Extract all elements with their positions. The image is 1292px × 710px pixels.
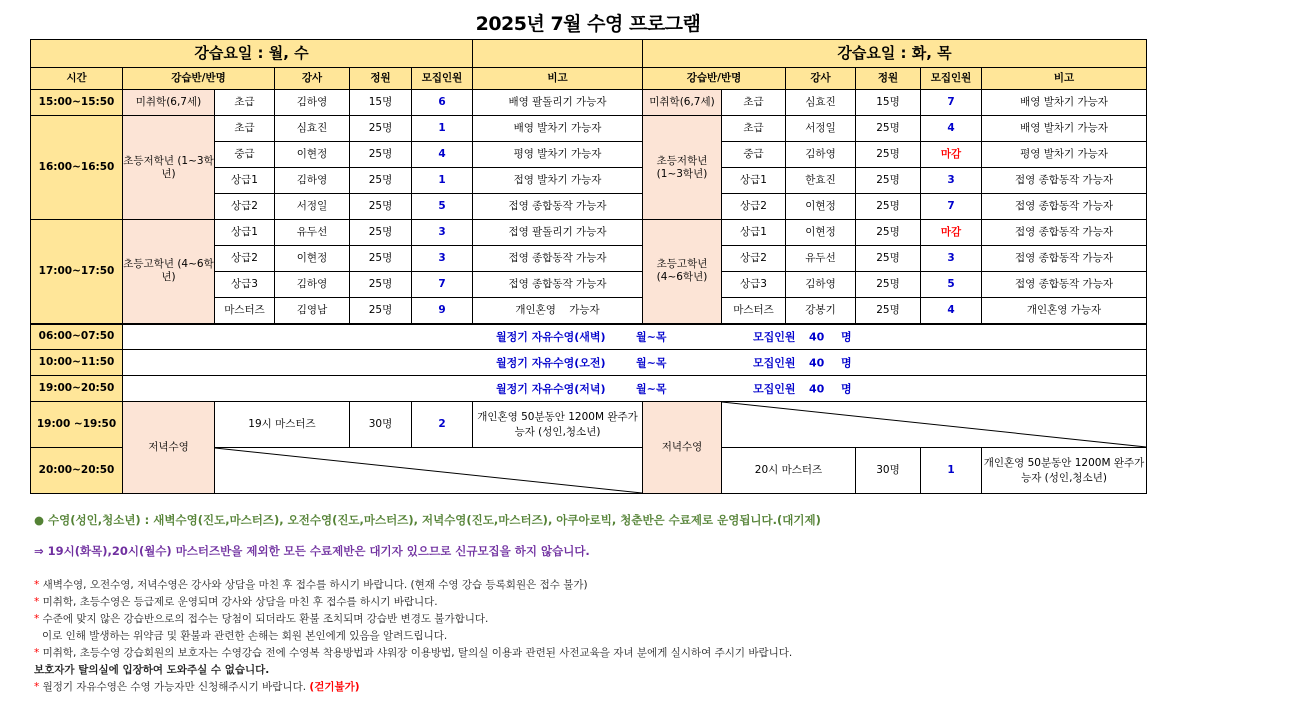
teacher-cell: 서정일 — [275, 194, 350, 220]
note-cell: 접영 종합동작 가능자 — [982, 194, 1147, 220]
time-cell: 17:00~17:50 — [31, 220, 123, 324]
note-cell: 접영 종합동작 가능자 — [473, 194, 643, 220]
note-cell: 접영 종합동작 가능자 — [982, 246, 1147, 272]
level-cell: 초급 — [722, 90, 786, 116]
note-cell: 접영 종합동작 가능자 — [982, 220, 1147, 246]
free-swim-unit: 명 — [841, 356, 852, 369]
recruit-cell: 1 — [921, 448, 982, 494]
teacher-cell: 김하영 — [275, 90, 350, 116]
teacher-cell: 유두선 — [786, 246, 856, 272]
time-cell: 16:00~16:50 — [31, 116, 123, 220]
free-swim-row — [31, 376, 1147, 402]
time-cell: 10:00~11:50 — [31, 350, 123, 376]
col-header-teacher: 강사 — [275, 68, 350, 90]
empty-diagonal-cell — [722, 402, 1147, 448]
teacher-cell: 유두선 — [275, 220, 350, 246]
group-cell: 초등고학년 (4~6학년) — [643, 220, 722, 324]
level-cell: 상급1 — [722, 220, 786, 246]
teacher-cell: 이현정 — [275, 246, 350, 272]
masters-name-cell: 20시 마스터즈 — [722, 448, 856, 494]
capacity-cell: 25명 — [350, 116, 412, 142]
group-cell: 초등저학년 (1~3학년) — [643, 116, 722, 220]
col-header-note: 비고 — [982, 68, 1147, 90]
time-cell: 06:00~07:50 — [31, 324, 123, 350]
note-cell: 개인혼영 50분동안 1200M 완주가능자 (성인,청소년) — [473, 402, 643, 448]
note-item: * 미취학, 초등수영 강습회원의 보호자는 수영강습 전에 수영복 착용방법과 샤워장 이용방법, 탈의실 이용과 관련된 사전교육을 자녀 분에게 실시하여 주시기 바랍니다. — [34, 647, 793, 659]
recruit-cell: 5 — [412, 194, 473, 220]
teacher-cell: 심효진 — [786, 90, 856, 116]
note-item: 보호자가 탈의실에 입장하여 도와주실 수 없습니다. — [34, 664, 270, 676]
note-cell: 접영 종합동작 가능자 — [982, 168, 1147, 194]
recruit-cell: 6 — [412, 90, 473, 116]
note-cell: 배영 발차기 가능자 — [473, 116, 643, 142]
free-swim-label: 모집인원 — [753, 330, 796, 344]
days-left-header: 강습요일 : 월, 수 — [31, 40, 473, 68]
recruit-cell: 7 — [921, 90, 982, 116]
bullet-star-icon: * — [34, 613, 40, 625]
col-header-capacity: 정원 — [350, 68, 412, 90]
note-item: * 새벽수영, 오전수영, 저녁수영은 강사와 상담을 마친 후 접수를 하시기 바랍니다. (현재 수영 강습 등록회원은 접수 불가) — [34, 579, 588, 591]
capacity-cell: 25명 — [350, 194, 412, 220]
recruit-cell: 3 — [921, 246, 982, 272]
level-cell: 상급3 — [722, 272, 786, 298]
note-item: * 미취학, 초등수영은 등급제로 운영되며 강사와 상담을 마친 후 접수를 하시기 바랍니다. — [34, 596, 438, 608]
time-cell: 15:00~15:50 — [31, 90, 123, 116]
recruit-cell: 1 — [412, 168, 473, 194]
free-swim-count: 40 — [809, 330, 825, 344]
note-cell: 배영 발차기 가능자 — [982, 116, 1147, 142]
free-swim-name: 월정기 자유수영(저녁) — [496, 382, 606, 395]
free-swim-unit: 명 — [841, 382, 852, 395]
teacher-cell: 김하영 — [786, 272, 856, 298]
bullet-star-icon: * — [34, 681, 40, 693]
teacher-cell: 심효진 — [275, 116, 350, 142]
level-cell: 상급2 — [215, 194, 275, 220]
free-swim-cell — [123, 350, 1147, 376]
note-cell: 접영 종합동작 가능자 — [473, 246, 643, 272]
level-cell: 초급 — [215, 116, 275, 142]
teacher-cell: 이현정 — [786, 220, 856, 246]
free-swim-count: 40 — [809, 382, 825, 395]
group-cell: 저녁수영 — [123, 402, 215, 494]
free-swim-label: 모집인원 — [753, 356, 796, 369]
teacher-cell: 이현정 — [275, 142, 350, 168]
table-row — [31, 116, 1147, 142]
teacher-cell: 강봉기 — [786, 298, 856, 324]
level-cell: 상급1 — [215, 168, 275, 194]
note-cell: 배영 발차기 가능자 — [982, 90, 1147, 116]
teacher-cell: 서정일 — [786, 116, 856, 142]
teacher-cell: 김영남 — [275, 298, 350, 324]
col-header-time: 시간 — [31, 68, 123, 90]
capacity-cell: 30명 — [350, 402, 412, 448]
recruit-cell: 3 — [412, 246, 473, 272]
recruit-cell: 2 — [412, 402, 473, 448]
capacity-cell: 25명 — [856, 220, 921, 246]
free-swim-name: 월정기 자유수영(새벽) — [496, 330, 606, 344]
col-header-note: 비고 — [473, 68, 643, 90]
teacher-cell: 김하영 — [275, 272, 350, 298]
level-cell: 상급1 — [215, 220, 275, 246]
recruit-cell: 3 — [921, 168, 982, 194]
level-cell: 마스터즈 — [215, 298, 275, 324]
bullet-star-icon: * — [34, 647, 40, 659]
note-cell: 평영 발차기 가능자 — [473, 142, 643, 168]
free-swim-days: 월~목 — [636, 382, 667, 395]
capacity-cell: 15명 — [350, 90, 412, 116]
time-cell: 19:00 ~19:50 — [31, 402, 123, 448]
col-header-class: 강습반/반명 — [123, 68, 275, 90]
recruit-cell: 4 — [412, 142, 473, 168]
level-cell: 중급 — [215, 142, 275, 168]
teacher-cell: 김하영 — [275, 168, 350, 194]
free-swim-cell — [123, 376, 1147, 402]
recruit-cell: 4 — [921, 298, 982, 324]
level-cell: 상급3 — [215, 272, 275, 298]
capacity-cell: 25명 — [856, 272, 921, 298]
capacity-cell: 25명 — [350, 168, 412, 194]
note-cell: 평영 발차기 가능자 — [982, 142, 1147, 168]
capacity-cell: 25명 — [350, 220, 412, 246]
table-row — [31, 402, 1147, 448]
level-cell: 중급 — [722, 142, 786, 168]
masters-name-cell: 19시 마스터즈 — [215, 402, 350, 448]
recruit-cell: 9 — [412, 298, 473, 324]
capacity-cell: 25명 — [856, 298, 921, 324]
col-header-recruit: 모집인원 — [921, 68, 982, 90]
free-swim-unit: 명 — [841, 330, 852, 344]
col-header-capacity: 정원 — [856, 68, 921, 90]
recruit-cell: 7 — [412, 272, 473, 298]
capacity-cell: 25명 — [350, 142, 412, 168]
recruit-cell: 1 — [412, 116, 473, 142]
free-swim-days: 월~목 — [636, 356, 667, 369]
note-cell: 접영 종합동작 가능자 — [982, 272, 1147, 298]
note-cell: 배영 팔돌리기 가능자 — [473, 90, 643, 116]
note-cell: 개인혼영 가능자 — [473, 298, 643, 324]
group-cell: 저녁수영 — [643, 402, 722, 494]
recruit-cell: 마감 — [921, 142, 982, 168]
level-cell: 상급2 — [722, 246, 786, 272]
group-cell: 초등저학년 (1~3학년) — [123, 116, 215, 220]
note-cell: 개인혼영 가능자 — [982, 298, 1147, 324]
recruit-cell: 7 — [921, 194, 982, 220]
note-item: * 수준에 맞지 않은 강습반으로의 접수는 당첨이 되더라도 환불 조치되며 강습반 변경도 불가합니다. — [34, 613, 489, 625]
capacity-cell: 15명 — [856, 90, 921, 116]
capacity-cell: 25명 — [856, 194, 921, 220]
free-swim-name: 월정기 자유수영(오전) — [496, 356, 606, 369]
notes-green-line: ● 수영(성인,청소년) : 새벽수영(진도,마스터즈), 오전수영(진도,마스터즈), 저녁수영(진도,마스터즈), 아쿠아로빅, 청춘반은 수료제로 운영됩니다.(대기제) — [34, 513, 821, 527]
recruit-cell: 마감 — [921, 220, 982, 246]
capacity-cell: 25명 — [856, 246, 921, 272]
time-cell: 19:00~20:50 — [31, 376, 123, 402]
note-item: * 월정기 자유수영은 수영 가능자만 신청해주시기 바랍니다. (걷기불가) — [34, 681, 360, 693]
note-cell: 개인혼영 50분동안 1200M 완주가능자 (성인,청소년) — [982, 448, 1147, 494]
teacher-cell: 이현정 — [786, 194, 856, 220]
table-row — [31, 90, 1147, 116]
group-cell: 미취학(6,7세) — [643, 90, 722, 116]
teacher-cell: 김하영 — [786, 142, 856, 168]
note-cell: 접영 종합동작 가능자 — [473, 272, 643, 298]
capacity-cell: 25명 — [856, 168, 921, 194]
recruit-cell: 4 — [921, 116, 982, 142]
free-swim-cell — [123, 324, 1147, 350]
level-cell: 상급2 — [215, 246, 275, 272]
capacity-cell: 25명 — [350, 246, 412, 272]
time-cell: 20:00~20:50 — [31, 448, 123, 494]
level-cell: 상급2 — [722, 194, 786, 220]
capacity-cell: 25명 — [856, 142, 921, 168]
free-swim-label: 모집인원 — [753, 382, 796, 395]
notes-section — [34, 512, 1234, 696]
empty-diagonal-cell — [215, 448, 643, 494]
level-cell: 마스터즈 — [722, 298, 786, 324]
level-cell: 초급 — [722, 116, 786, 142]
notes-purple-line: ⇒ 19시(화목),20시(월수) 마스터즈반을 제외한 모든 수료제반은 대기자 있으므로 신규모집을 하지 않습니다. — [34, 544, 590, 558]
bullet-star-icon: * — [34, 596, 40, 608]
note-cell: 접영 팔돌리기 가능자 — [473, 220, 643, 246]
note-item: 이로 인해 발생하는 위약금 및 환불과 관련한 손해는 회원 본인에게 있음을 알려드립니다. — [42, 630, 448, 642]
group-cell: 미취학(6,7세) — [123, 90, 215, 116]
capacity-cell: 25명 — [350, 272, 412, 298]
page-title: 2025년 7월 수영 프로그램 — [475, 13, 701, 35]
capacity-cell: 30명 — [856, 448, 921, 494]
schedule-table — [30, 39, 1147, 494]
days-right-header: 강습요일 : 화, 목 — [643, 40, 1147, 68]
free-swim-row — [31, 324, 1147, 350]
teacher-cell: 한효진 — [786, 168, 856, 194]
free-swim-count: 40 — [809, 356, 825, 369]
col-header-teacher: 강사 — [786, 68, 856, 90]
capacity-cell: 25명 — [350, 298, 412, 324]
note-cell: 접영 발차기 가능자 — [473, 168, 643, 194]
free-swim-days: 월~목 — [636, 330, 667, 344]
free-swim-row — [31, 350, 1147, 376]
col-header-recruit: 모집인원 — [412, 68, 473, 90]
level-cell: 상급1 — [722, 168, 786, 194]
bullet-star-icon: * — [34, 579, 40, 591]
recruit-cell: 3 — [412, 220, 473, 246]
group-cell: 초등고학년 (4~6학년) — [123, 220, 215, 324]
table-row — [31, 220, 1147, 246]
recruit-cell: 5 — [921, 272, 982, 298]
col-header-class: 강습반/반명 — [643, 68, 786, 90]
level-cell: 초급 — [215, 90, 275, 116]
capacity-cell: 25명 — [856, 116, 921, 142]
